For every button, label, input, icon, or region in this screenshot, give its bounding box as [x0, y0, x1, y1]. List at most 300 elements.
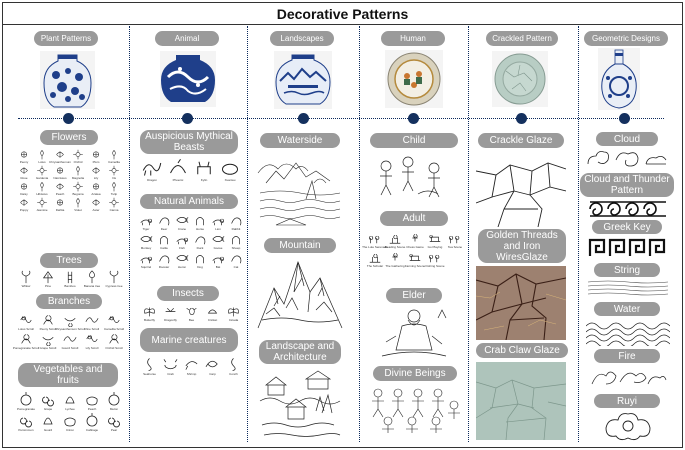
motif-item: [161, 305, 180, 322]
column-separator: [359, 26, 360, 442]
motif-label: Fishing Scene: [425, 264, 445, 268]
motif-label: Persimmon: [18, 428, 34, 432]
marine-grid: [140, 356, 243, 376]
motif-icon: [229, 251, 243, 265]
motif-item: [38, 270, 58, 288]
motif-icon: [62, 391, 78, 407]
motif-label: Citron: [65, 428, 74, 432]
motif-label: Go Playing: [427, 245, 443, 249]
string-pattern: [588, 279, 668, 297]
motif-icon: [229, 232, 243, 246]
motif-label: Butterfly: [143, 318, 155, 322]
section-fire: Fire: [594, 349, 660, 363]
fire-pattern: [588, 366, 668, 388]
motif-icon: [18, 412, 34, 428]
motif-item: [34, 165, 50, 180]
motif-icon: [163, 356, 178, 372]
section-mythical-beasts: Auspicious Mythical Beasts: [140, 130, 238, 154]
section-branches: Branches: [36, 294, 102, 309]
motif-icon: [71, 197, 85, 208]
human-plate-image: [385, 50, 443, 108]
motif-item: [82, 332, 102, 350]
motif-icon: [35, 165, 49, 176]
motif-label: Tulip: [110, 192, 118, 196]
motif-icon: [17, 165, 31, 176]
motif-item: [140, 305, 159, 322]
section-cloud: Cloud: [596, 132, 658, 146]
ruyi-pattern: [600, 410, 656, 442]
motif-item: [104, 313, 124, 331]
motif-icon: [142, 305, 157, 318]
motif-label: Camellia: [108, 160, 120, 164]
motif-icon: [106, 391, 122, 407]
section-mountain: Mountain: [264, 238, 336, 253]
motif-icon: [107, 181, 121, 192]
motif-icon: [18, 332, 34, 346]
section-adult: Adult: [380, 211, 448, 226]
motif-label: Vine Scroll: [84, 327, 100, 331]
motif-label: Horse: [195, 227, 204, 231]
motif-label: Crane: [177, 227, 187, 231]
section-vegetables-fruits: Vegetables and fruits: [18, 363, 118, 387]
motif-label: Peony: [19, 160, 29, 164]
motif-icon: [40, 332, 56, 346]
motif-label: Gardenia: [35, 176, 49, 180]
motif-icon: [226, 356, 241, 372]
motif-item: [104, 412, 124, 432]
motif-label: Rabbit: [231, 227, 241, 231]
motif-icon: [175, 251, 189, 265]
motif-item: [16, 270, 36, 288]
motif-icon: [84, 391, 100, 407]
motif-label: Xuanwu: [224, 178, 236, 182]
motif-label: Cabbage: [85, 428, 99, 432]
motif-icon: [89, 149, 103, 160]
motif-label: Melon: [109, 407, 119, 411]
motif-label: Peony Scroll: [39, 327, 57, 331]
motif-icon: [205, 356, 220, 372]
motif-icon: [139, 251, 153, 265]
motif-icon: [84, 412, 100, 428]
motif-item: [60, 391, 80, 411]
motif-item: [138, 232, 154, 250]
motif-item: [16, 313, 36, 331]
motif-item: [386, 250, 404, 268]
motif-icon: [175, 213, 189, 227]
motif-icon: [220, 158, 240, 178]
motif-item: [156, 232, 172, 250]
motif-item: [426, 231, 444, 249]
motif-item: [156, 251, 172, 269]
animal-jar-image: [160, 51, 216, 107]
motif-item: [166, 158, 190, 182]
motif-icon: [62, 332, 78, 346]
motif-label: Cricket: [207, 318, 218, 322]
plant-jar-image: [40, 51, 95, 109]
column-separator: [247, 26, 248, 442]
motif-icon: [193, 213, 207, 227]
flowers-grid: [16, 149, 122, 212]
motif-label: Chess Game: [406, 245, 424, 249]
motif-item: [106, 149, 122, 164]
motif-label: Dragon: [147, 178, 157, 182]
motif-label: Narcissus: [53, 176, 67, 180]
motif-item: [38, 412, 58, 432]
motif-icon: [428, 250, 442, 264]
motif-icon: [157, 232, 171, 246]
motif-label: The Scholar: [366, 264, 384, 268]
trees-grid: [16, 270, 124, 288]
branches-grid: [12, 313, 125, 350]
motif-icon: [71, 149, 85, 160]
motif-label: Squirrel: [140, 265, 152, 269]
motif-icon: [107, 197, 121, 208]
motif-icon: [107, 149, 121, 160]
section-divine-beings: Divine Beings: [373, 366, 457, 381]
motif-label: Deer: [160, 227, 168, 231]
motif-icon: [62, 412, 78, 428]
motif-item: [210, 232, 226, 250]
motif-item: [52, 165, 68, 180]
insects-grid: [140, 305, 243, 322]
motif-label: Grape Scroll: [39, 346, 57, 350]
motif-item: [192, 213, 208, 231]
timeline-dot: [182, 113, 193, 124]
motif-item: [228, 213, 244, 231]
timeline-dot: [63, 113, 74, 124]
motif-label: Crab: [167, 372, 174, 376]
motif-item: [366, 250, 384, 268]
motif-item: [104, 332, 124, 350]
motif-item: [60, 332, 80, 350]
motif-icon: [139, 213, 153, 227]
motif-label: Banana tree: [83, 284, 101, 288]
section-flowers: Flowers: [40, 130, 98, 145]
motif-icon: [184, 356, 199, 372]
motif-label: Duck: [196, 246, 204, 250]
motif-item: [386, 231, 404, 249]
motif-icon: [368, 250, 382, 264]
motif-label: Lotus: [38, 160, 46, 164]
motif-icon: [163, 305, 178, 318]
motif-item: [88, 197, 104, 212]
motif-item: [192, 232, 208, 250]
column-separator: [578, 26, 579, 442]
motif-icon: [84, 313, 100, 327]
timeline-dot: [516, 113, 527, 124]
motif-label: Iris: [112, 176, 116, 180]
motif-icon: [40, 313, 56, 327]
motif-label: Fish: [179, 246, 185, 250]
motif-label: Daisy: [20, 192, 28, 196]
motif-icon: [205, 305, 220, 318]
motif-icon: [157, 213, 171, 227]
section-trees: Trees: [40, 253, 98, 268]
motif-item: [82, 313, 102, 331]
motif-label: Aster: [92, 208, 100, 212]
motif-item: [70, 165, 86, 180]
motif-label: Phoenix: [172, 178, 184, 182]
motif-icon: [53, 149, 67, 160]
motif-icon: [106, 412, 122, 428]
motif-label: Lily: [93, 176, 99, 180]
motif-icon: [142, 158, 162, 178]
motif-label: Gourd: [43, 428, 53, 432]
timeline-dot: [298, 113, 309, 124]
motif-label: The Gathering: [385, 264, 405, 268]
motif-label: Begonia: [72, 192, 84, 196]
section-golden-threads: Golden Threads and Iron WiresGlaze: [478, 229, 566, 263]
motif-icon: [168, 158, 188, 178]
motif-icon: [211, 251, 225, 265]
motif-item: [228, 251, 244, 269]
motif-item: [182, 305, 201, 322]
motif-label: Bat: [215, 265, 221, 269]
motif-item: [406, 250, 424, 268]
motif-label: Chrysanthemum Scroll: [54, 327, 86, 331]
motif-item: [156, 213, 172, 231]
motif-icon: [89, 181, 103, 192]
water-pattern: [586, 320, 670, 346]
motif-item: [426, 250, 444, 268]
vegetables-grid: [16, 391, 124, 432]
motif-label: Hibiscus: [36, 192, 48, 196]
motif-label: Farming Scene: [404, 264, 426, 268]
motif-item: [52, 181, 68, 196]
motif-item: [224, 356, 243, 376]
section-string: String: [594, 263, 660, 277]
mountain-illustration: [256, 258, 344, 334]
motif-label: Pear: [110, 428, 118, 432]
motif-icon: [40, 270, 56, 284]
cloud-thunder-pattern: [588, 200, 668, 218]
motif-icon: [107, 165, 121, 176]
motif-icon: [184, 305, 199, 318]
motif-item: [140, 356, 159, 376]
motif-label: Grape: [43, 407, 53, 411]
motif-item: [12, 332, 40, 350]
timeline-dot: [408, 113, 419, 124]
motif-label: Heron: [177, 265, 187, 269]
motif-label: Goose: [213, 246, 223, 250]
motif-item: [192, 158, 216, 182]
motif-label: Conch: [229, 372, 238, 376]
motif-item: [38, 332, 58, 350]
motif-item: [16, 165, 32, 180]
section-marine-creatures: Marine creatures: [140, 328, 238, 352]
motif-item: [192, 251, 208, 269]
motif-icon: [89, 165, 103, 176]
motif-icon: [211, 213, 225, 227]
motif-icon: [388, 231, 402, 245]
motif-label: Plum: [92, 160, 100, 164]
motif-item: [34, 181, 50, 196]
motif-item: [82, 391, 102, 411]
motif-label: Pine: [44, 284, 51, 288]
motif-icon: [106, 270, 122, 284]
motif-icon: [53, 165, 67, 176]
diagram-title: Decorative Patterns: [276, 5, 409, 22]
category-crackled-pattern: Crackled Pattern: [486, 31, 558, 46]
motif-icon: [226, 305, 241, 318]
motif-item: [88, 165, 104, 180]
section-natural-animals: Natural Animals: [140, 194, 238, 209]
motif-label: Bamboo: [64, 284, 76, 288]
motif-label: Peach: [87, 407, 97, 411]
motif-item: [362, 231, 388, 249]
motif-item: [106, 165, 122, 180]
natural-animals-grid: [138, 213, 244, 269]
motif-label: Lily Scroll: [85, 346, 99, 350]
motif-item: [88, 181, 104, 196]
motif-label: Lotus Scroll: [18, 327, 34, 331]
motif-item: [161, 356, 180, 376]
motif-item: [218, 158, 242, 182]
motif-icon: [17, 197, 31, 208]
motif-label: Canna: [109, 208, 119, 212]
category-plant-patterns: Plant Patterns: [34, 31, 98, 46]
divine-beings-illustration: [366, 385, 462, 441]
motif-item: [104, 391, 124, 411]
motif-item: [16, 412, 36, 432]
motif-icon: [193, 232, 207, 246]
category-animal: Animal: [155, 31, 219, 46]
motif-item: [203, 305, 222, 322]
cloud-pattern: [584, 148, 670, 172]
motif-item: [203, 356, 222, 376]
motif-icon: [71, 165, 85, 176]
section-insects: Insects: [157, 286, 219, 301]
motif-icon: [157, 251, 171, 265]
motif-icon: [53, 181, 67, 192]
motif-label: Tiger: [142, 227, 150, 231]
motif-label: Poppy: [19, 208, 29, 212]
elder-illustration: [372, 306, 456, 362]
motif-item: [138, 213, 154, 231]
motif-item: [82, 412, 102, 432]
title-bar: [3, 3, 682, 25]
section-crab-claw: Crab Claw Glaze: [476, 343, 568, 358]
motif-label: Lychee: [65, 407, 75, 411]
motif-icon: [229, 213, 243, 227]
section-greek-key: Greek Key: [592, 220, 662, 234]
motif-label: Dog: [197, 265, 203, 269]
motif-icon: [35, 149, 49, 160]
greek-key-pattern: [588, 238, 668, 258]
motif-item: [16, 181, 32, 196]
motif-item: [54, 313, 86, 331]
motif-item: [106, 181, 122, 196]
motif-label: Tea Scene: [447, 245, 463, 249]
crackle-glaze-illustration: [476, 153, 566, 227]
section-child: Child: [370, 133, 458, 148]
motif-icon: [211, 232, 225, 246]
motif-label: Cypress tree: [105, 284, 123, 288]
motif-item: [140, 158, 164, 182]
adult-grid: [362, 231, 464, 268]
motif-icon: [62, 270, 78, 284]
timeline-dot: [619, 113, 630, 124]
motif-item: [228, 232, 244, 250]
motif-item: [16, 149, 32, 164]
motif-item: [174, 232, 190, 250]
section-waterside: Waterside: [260, 133, 340, 148]
motif-label: The Lute Serenade: [362, 245, 388, 249]
motif-item: [138, 251, 154, 269]
motif-item: [182, 356, 201, 376]
motif-label: Willow: [21, 284, 31, 288]
motif-label: Chrysanthemum: [49, 160, 72, 164]
motif-label: Reading Scene: [384, 245, 406, 249]
motif-icon: [193, 251, 207, 265]
motif-label: Kylin: [200, 178, 208, 182]
motif-label: Gourd Scroll: [61, 346, 79, 350]
motif-item: [34, 197, 50, 212]
mythical-beasts-grid: [140, 158, 242, 182]
motif-item: [70, 181, 86, 196]
column-separator: [129, 26, 130, 442]
motif-item: [38, 391, 58, 411]
child-illustration: [372, 154, 456, 206]
motif-icon: [84, 332, 100, 346]
geometric-vase-image: [598, 48, 640, 110]
motif-label: Orchid Scroll: [105, 346, 123, 350]
category-geometric-designs: Geometric Designs: [584, 31, 668, 46]
motif-icon: [89, 197, 103, 208]
section-crackle-glaze: Crackle Glaze: [478, 133, 564, 148]
motif-icon: [194, 158, 214, 178]
motif-label: Sheep: [231, 246, 241, 250]
motif-item: [210, 251, 226, 269]
motif-icon: [71, 181, 85, 192]
motif-icon: [106, 332, 122, 346]
motif-icon: [17, 181, 31, 192]
motif-icon: [388, 250, 402, 264]
motif-label: Bee: [188, 318, 195, 322]
motif-item: [16, 391, 36, 411]
golden-threads-illustration: [476, 266, 566, 340]
motif-label: Monkey: [140, 246, 152, 250]
motif-icon: [368, 231, 382, 245]
motif-icon: [35, 181, 49, 192]
motif-icon: [35, 197, 49, 208]
timeline-line: [18, 118, 664, 119]
architecture-illustration: [256, 367, 344, 441]
motif-item: [106, 197, 122, 212]
motif-label: Lion: [215, 227, 221, 231]
motif-label: Magnolia: [71, 176, 85, 180]
motif-icon: [408, 250, 422, 264]
motif-icon: [53, 197, 67, 208]
motif-item: [174, 213, 190, 231]
crackle-dish-image: [492, 51, 548, 107]
category-human: Human: [381, 31, 445, 46]
motif-label: Violet: [74, 208, 82, 212]
motif-icon: [40, 391, 56, 407]
motif-item: [70, 149, 86, 164]
motif-label: Seahorse: [143, 372, 156, 376]
motif-label: Pomegranate: [16, 407, 35, 411]
motif-item: [70, 197, 86, 212]
motif-item: [406, 231, 424, 249]
motif-item: [16, 197, 32, 212]
motif-icon: [18, 270, 34, 284]
motif-label: Dahlia: [55, 208, 65, 212]
motif-icon: [175, 232, 189, 246]
section-cloud-thunder: Cloud and Thunder Pattern: [580, 173, 674, 197]
motif-item: [60, 412, 80, 432]
motif-icon: [40, 412, 56, 428]
